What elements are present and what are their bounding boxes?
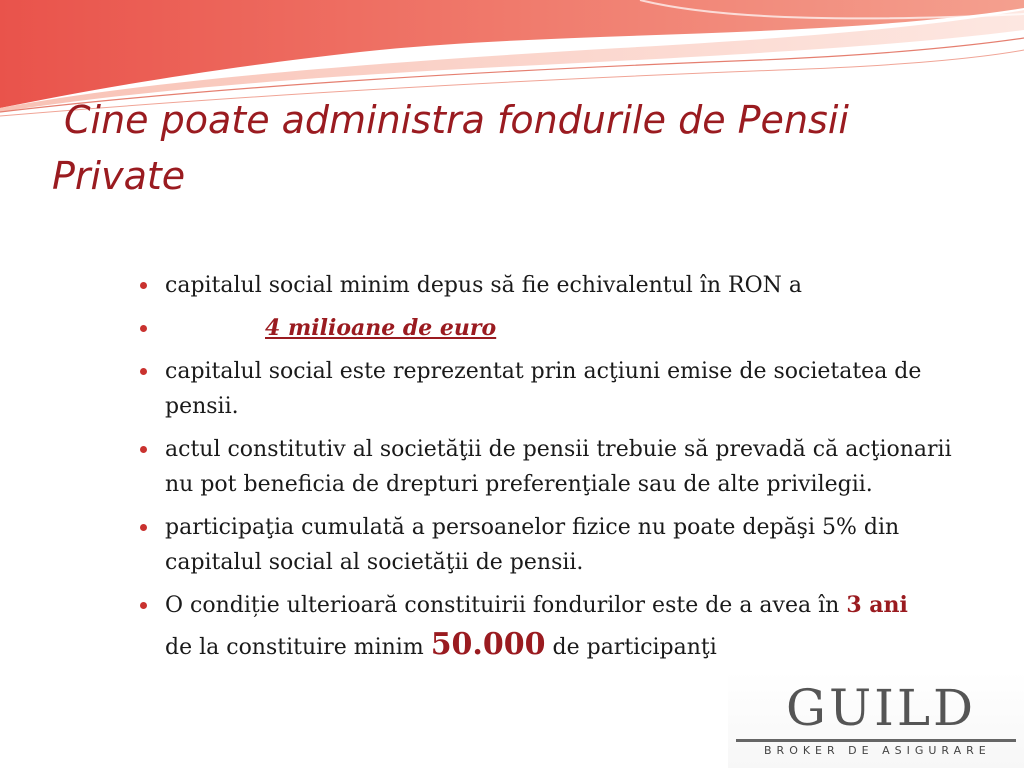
bullet-text: participaţia cumulată a persoanelor fizice nu poate depăşi 5% din capitalul social al societăţii de pensii. <box>165 515 900 575</box>
bullet-text-after: de participanţi <box>552 635 717 660</box>
bullet-item-participatie <box>138 510 968 580</box>
bullet-text: actul constitutiv al societăţii de pensii trebuie să prevadă că acţionarii nu pot beneficia de drepturi preferenţiale sau de alte privilegii. <box>165 437 952 497</box>
slide-title-line-2: Private <box>52 154 186 198</box>
bullet-highlight-amount: 4 milioane de euro <box>265 315 497 341</box>
bullet-dot-icon <box>140 602 147 609</box>
guild-logo-wordmark: GUILD <box>786 679 977 737</box>
bullet-item-capital-minim <box>138 268 968 303</box>
bullet-text-before: O condiție ulterioară constituirii fondurilor este de a avea în <box>165 593 840 618</box>
guild-logo <box>728 672 1024 768</box>
bullet-text-conditie <box>165 593 908 660</box>
bullet-text-middle: de la constituire minim <box>165 635 424 660</box>
bullet-item-act-constitutiv <box>138 432 968 502</box>
bullet-list <box>138 268 968 678</box>
bullet-text: capitalul social este reprezentat prin acţiuni emise de societatea de pensii. <box>165 359 922 419</box>
bullet-item-actiuni <box>138 354 968 424</box>
highlight-years: 3 ani <box>846 592 908 618</box>
bullet-item-amount <box>138 311 968 346</box>
bullet-dot-icon <box>140 282 147 289</box>
bullet-dot-icon <box>140 446 147 453</box>
guild-logo-subtitle: BROKER DE ASIGURARE <box>764 744 991 757</box>
bullet-item-conditie <box>138 588 968 670</box>
bullet-dot-icon <box>140 325 147 332</box>
highlight-participant-count: 50.000 <box>430 627 546 662</box>
guild-logo-rule <box>736 739 1016 742</box>
slide-title-line-1: Cine poate administra fondurile de Pensii <box>64 98 849 142</box>
slide-title <box>52 92 982 204</box>
bullet-dot-icon <box>140 368 147 375</box>
bullet-dot-icon <box>140 524 147 531</box>
bullet-text: capitalul social minim depus să fie echivalentul în RON a <box>165 273 802 298</box>
